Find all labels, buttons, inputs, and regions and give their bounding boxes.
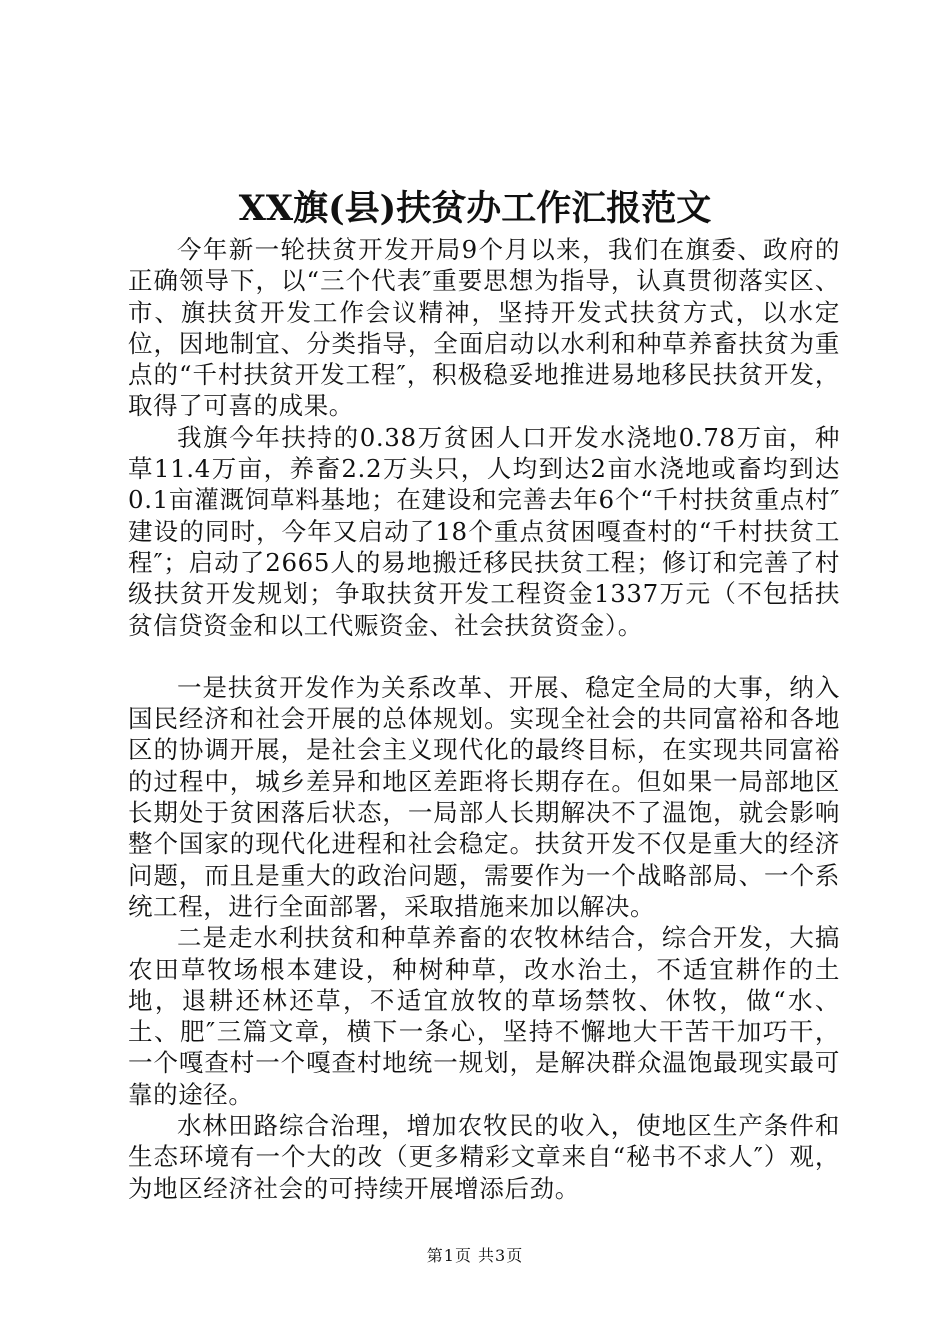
- paragraph-achievements: 我旗今年扶持的0.38万贫困人口开发水浇地0.78万亩，种草11.4万亩，养畜2.2万头只，人均到达2亩水浇地或畜均到达0.1亩灌溉饲草料基地；在建设和完善去年6个“千村扶贫重点村″建设的同时，今年又启动了18个重点贫困嘎查村的“千村扶贫工程″；启动了2665人的易地搬迁移民扶贫工程；修订和完善了村级扶贫开发规划；争取扶贫开发工程资金1337万元（不包括扶贫信贷资金和以工代赈资金、社会扶贫资金）。: [128, 422, 840, 640]
- document-body: [128, 234, 840, 1204]
- paragraph-intro: 今年新一轮扶贫开发开局9个月以来，我们在旗委、政府的正确领导下，以“三个代表″重要思想为指导，认真贯彻落实区、市、旗扶贫开发工作会议精神，坚持开发式扶贫方式，以水定位，因地制宜、分类指导，全面启动以水利和种草养畜扶贫为重点的“千村扶贫开发工程″，积极稳妥地推进易地移民扶贫开发，取得了可喜的成果。: [128, 235, 840, 421]
- paragraph-comprehensive: 水林田路综合治理，增加农牧民的收入，使地区生产条件和生态环境有一个大的改（更多精彩文章来自“秘书不求人″）观，为地区经济社会的可持续开展增添后劲。: [128, 1111, 840, 1203]
- document-title: XX旗(县)扶贫办工作汇报范文: [238, 188, 712, 229]
- page-number-footer: 第1页 共3页: [426, 1246, 524, 1265]
- paragraph-point-two: 二是走水利扶贫和种草养畜的农牧林结合，综合开发，大搞农田草牧场根本建设，种树种草，改水治土，不适宜耕作的土地，退耕还林还草，不适宜放牧的草场禁牧、休牧，做“水、土、肥″三篇文章，横下一条心，坚持不懈地大干苦干加巧干，一个嘎查村一个嘎查村地统一规划，是解决群众温饱最现实最可靠的途径。: [128, 923, 840, 1109]
- paragraph-point-one: 一是扶贫开发作为关系改革、开展、稳定全局的大事，纳入国民经济和社会开展的总体规划。实现全社会的共同富裕和各地区的协调开展，是社会主义现代化的最终目标，在实现共同富裕的过程中，城乡差异和地区差距将长期存在。但如果一局部地区长期处于贫困落后状态，一局部人长期解决不了温饱，就会影响整个国家的现代化进程和社会稳定。扶贫开发不仅是重大的经济问题，而且是重大的政治问题，需要作为一个战略部局、一个系统工程，进行全面部署，采取措施来加以解决。: [128, 672, 840, 921]
